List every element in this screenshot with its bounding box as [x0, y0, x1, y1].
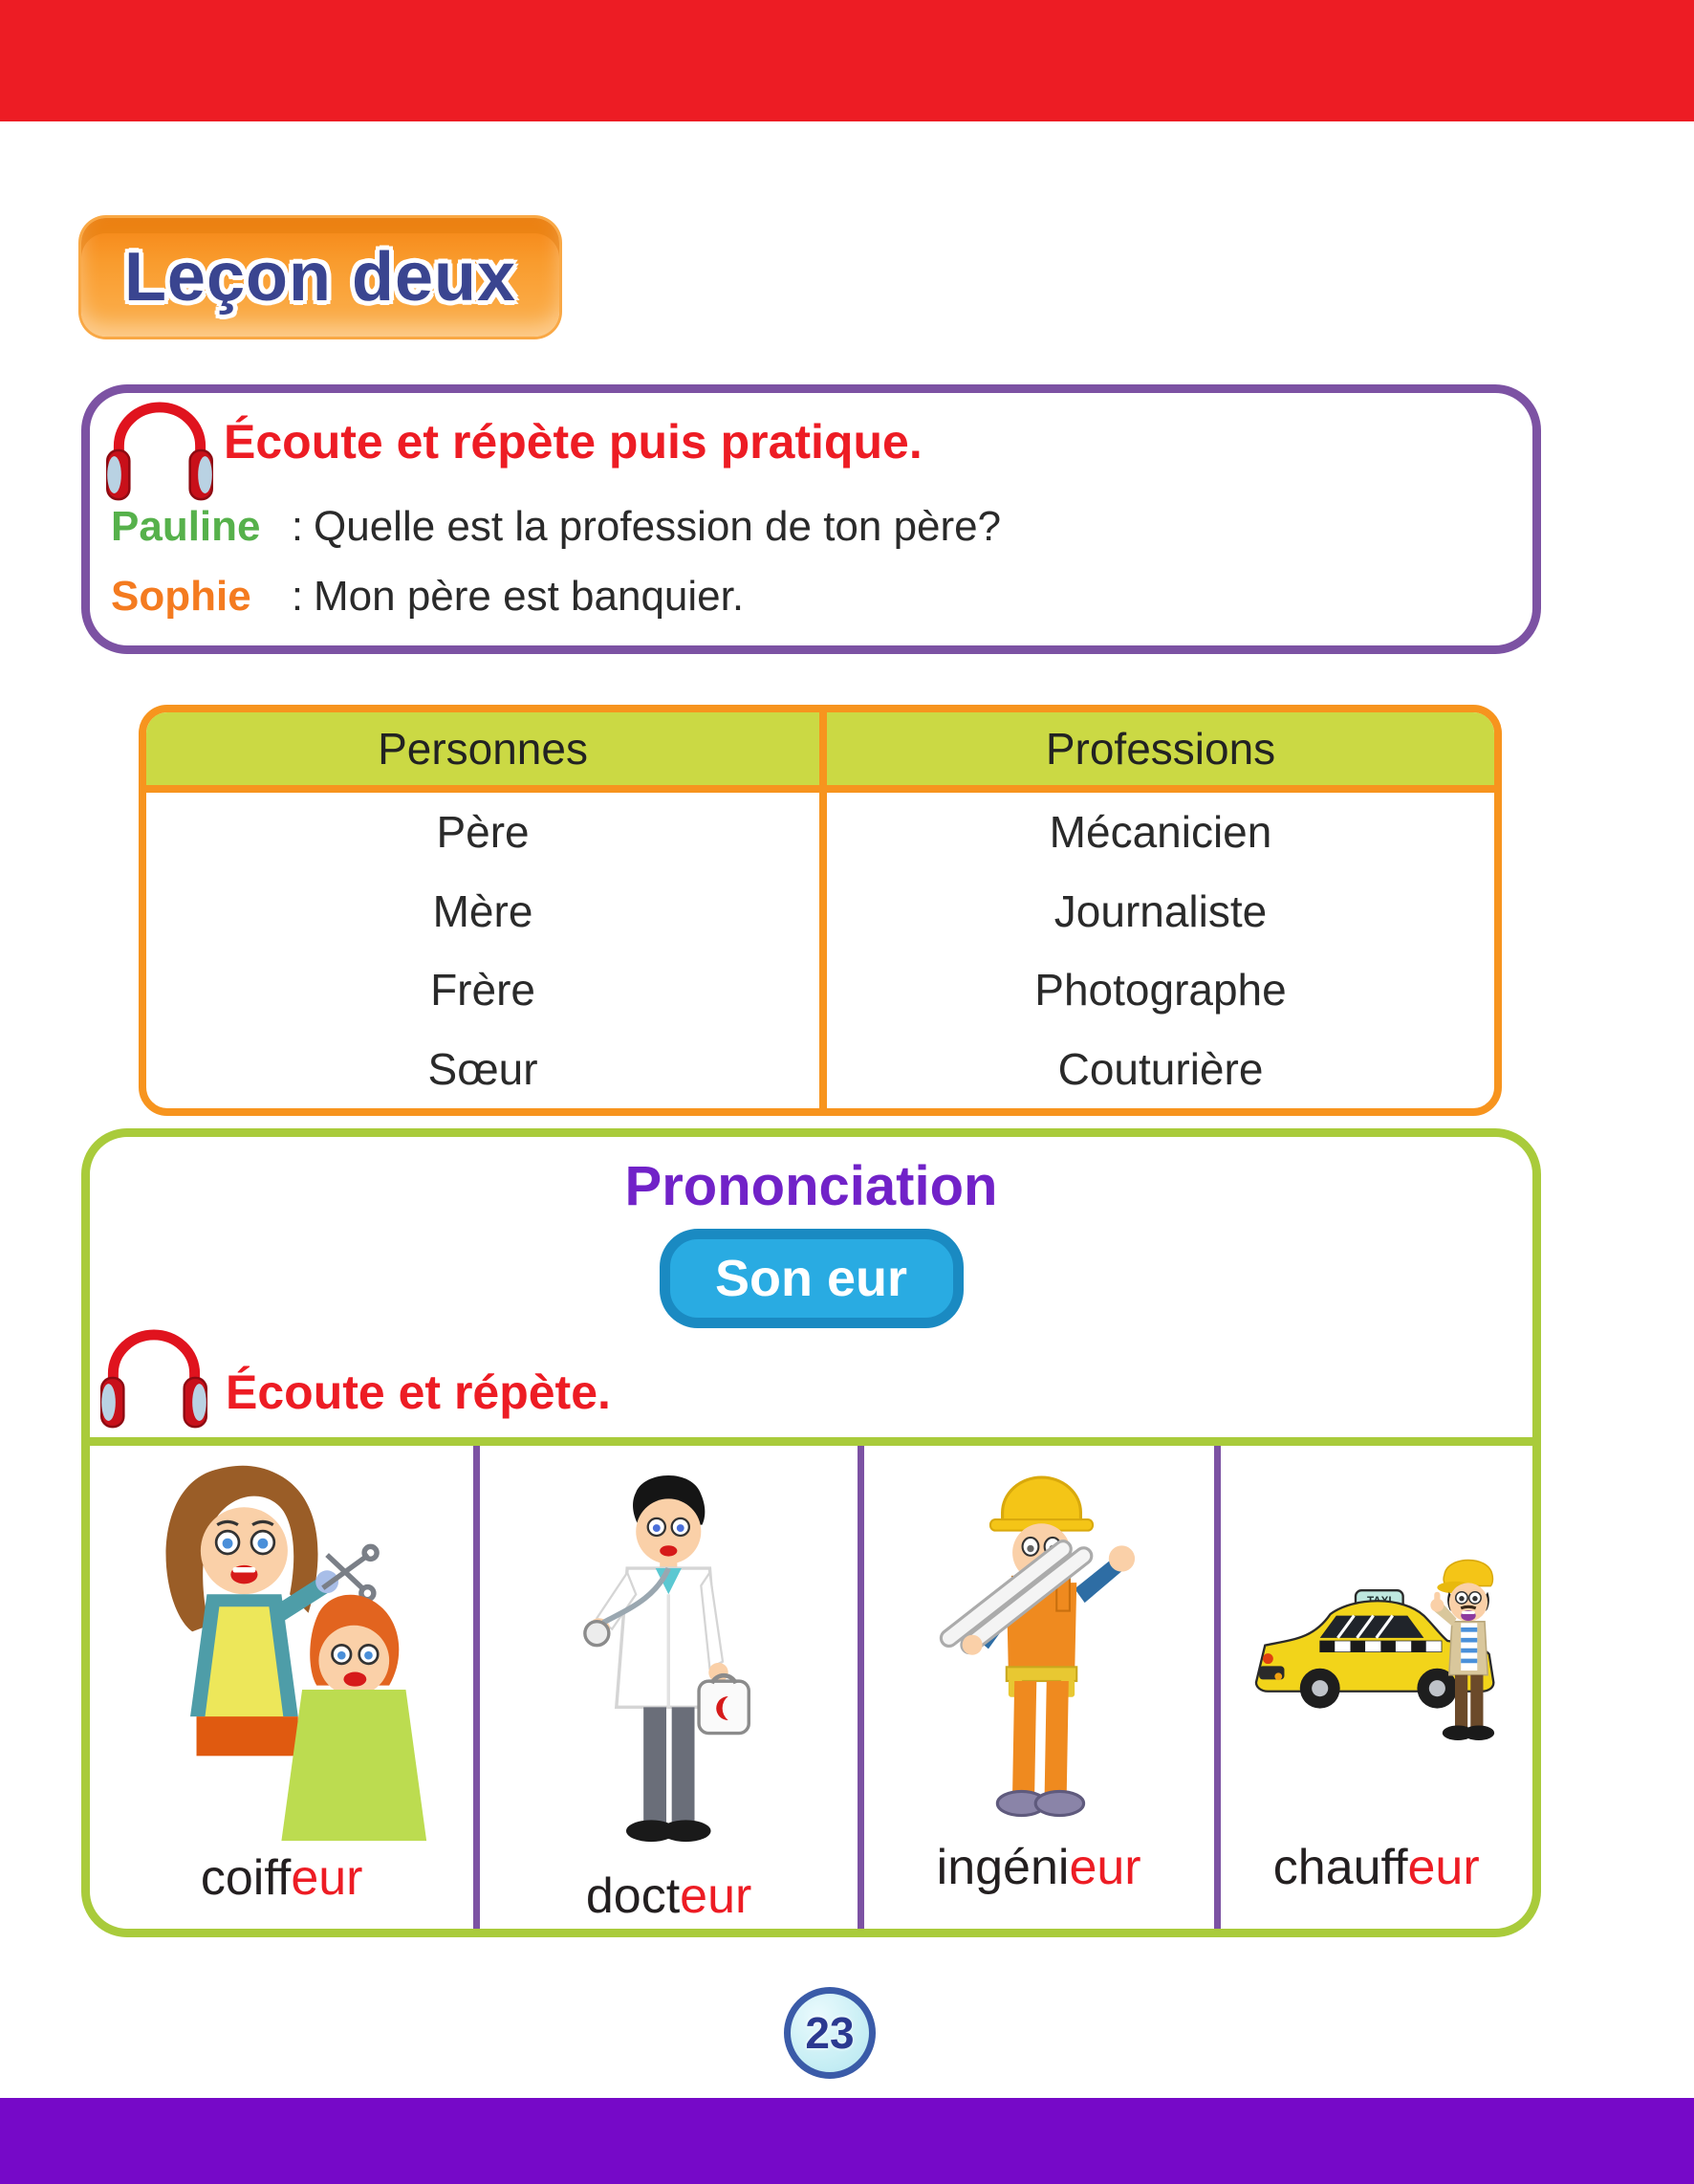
pronunciation-title: Prononciation [624, 1155, 998, 1217]
word-panel-coiffeur [90, 1446, 473, 1929]
child-figure [282, 1595, 427, 1841]
page-number-badge [784, 1987, 876, 2079]
ingenieur-illustration [864, 1446, 1214, 1839]
word-stem: chauff [1272, 1840, 1408, 1895]
bottom-purple-bar [0, 2098, 1694, 2184]
word-panel-docteur [473, 1446, 857, 1929]
checker-strip [1320, 1641, 1442, 1652]
lesson-title: Leçon deux [123, 239, 517, 316]
listen-repeat-heading: Écoute et répète. [226, 1365, 611, 1419]
word-ending: eur [1407, 1840, 1480, 1895]
doctor-with-stethoscope-and-bag [506, 1455, 832, 1867]
headphones-icon [99, 397, 220, 504]
speaker-colon: : [291, 572, 304, 620]
listen-practice-heading: Écoute et répète puis pratique. [224, 415, 923, 469]
dialogue-text: Quelle est la profession de ton père? [314, 502, 1002, 550]
sound-badge [660, 1229, 964, 1328]
dialogue-text: Mon père est banquier. [314, 572, 745, 620]
engineer-figure [938, 1477, 1135, 1816]
word-stem: coiff [200, 1849, 292, 1906]
lesson-badge [81, 218, 559, 337]
coiffeur-illustration [90, 1446, 473, 1849]
speaker-colon: : [291, 502, 304, 550]
doctor-figure [585, 1475, 749, 1842]
taxi-driver-with-yellow-taxi [1243, 1528, 1509, 1765]
word-label-ingenieur [937, 1839, 1141, 1921]
table-cell: Photographe [1034, 965, 1287, 1016]
word-label-coiffeur [201, 1849, 363, 1921]
headphones-icon [94, 1324, 214, 1431]
table-cell: Journaliste [1053, 885, 1268, 936]
page-number: 23 [805, 2008, 855, 2058]
word-stem: ingéni [936, 1840, 1070, 1895]
hairdresser-cutting-child-hair [116, 1455, 447, 1849]
word-ending: eur [680, 1868, 752, 1925]
chauffeur-illustration [1221, 1446, 1532, 1839]
dialogue [111, 491, 1515, 631]
speaker-name: Pauline [111, 502, 261, 550]
table-cell: Mère [146, 872, 827, 951]
engineer-with-hard-hat-and-blueprints [888, 1456, 1189, 1838]
dialogue-line-sophie [111, 561, 1515, 631]
table-header-professions: Professions [827, 712, 1494, 793]
sound-badge-label: Son eur [714, 1250, 908, 1307]
table-cell: Mécanicien [1049, 807, 1272, 858]
word-picture-grid [90, 1437, 1532, 1929]
table-cell: Père [146, 793, 827, 872]
top-red-bar [0, 0, 1694, 121]
medical-bag [699, 1675, 749, 1733]
word-stem: doct [585, 1868, 681, 1925]
pronunciation-box [81, 1128, 1541, 1937]
word-label-chauffeur [1273, 1839, 1480, 1921]
listen-practice-box [81, 384, 1541, 654]
table-header-personnes: Personnes [146, 712, 827, 793]
vocab-table [139, 705, 1502, 1116]
word-panel-ingenieur [858, 1446, 1214, 1929]
speaker-name: Sophie [111, 572, 251, 620]
docteur-illustration [480, 1446, 857, 1867]
word-panel-chauffeur [1214, 1446, 1532, 1929]
word-ending: eur [1069, 1840, 1141, 1895]
dialogue-line-pauline [111, 491, 1515, 561]
word-ending: eur [291, 1849, 363, 1906]
table-cell: Sœur [146, 1030, 827, 1109]
table-cell: Frère [146, 950, 827, 1030]
word-label-docteur [586, 1867, 751, 1925]
table-cell: Couturière [1057, 1043, 1264, 1094]
